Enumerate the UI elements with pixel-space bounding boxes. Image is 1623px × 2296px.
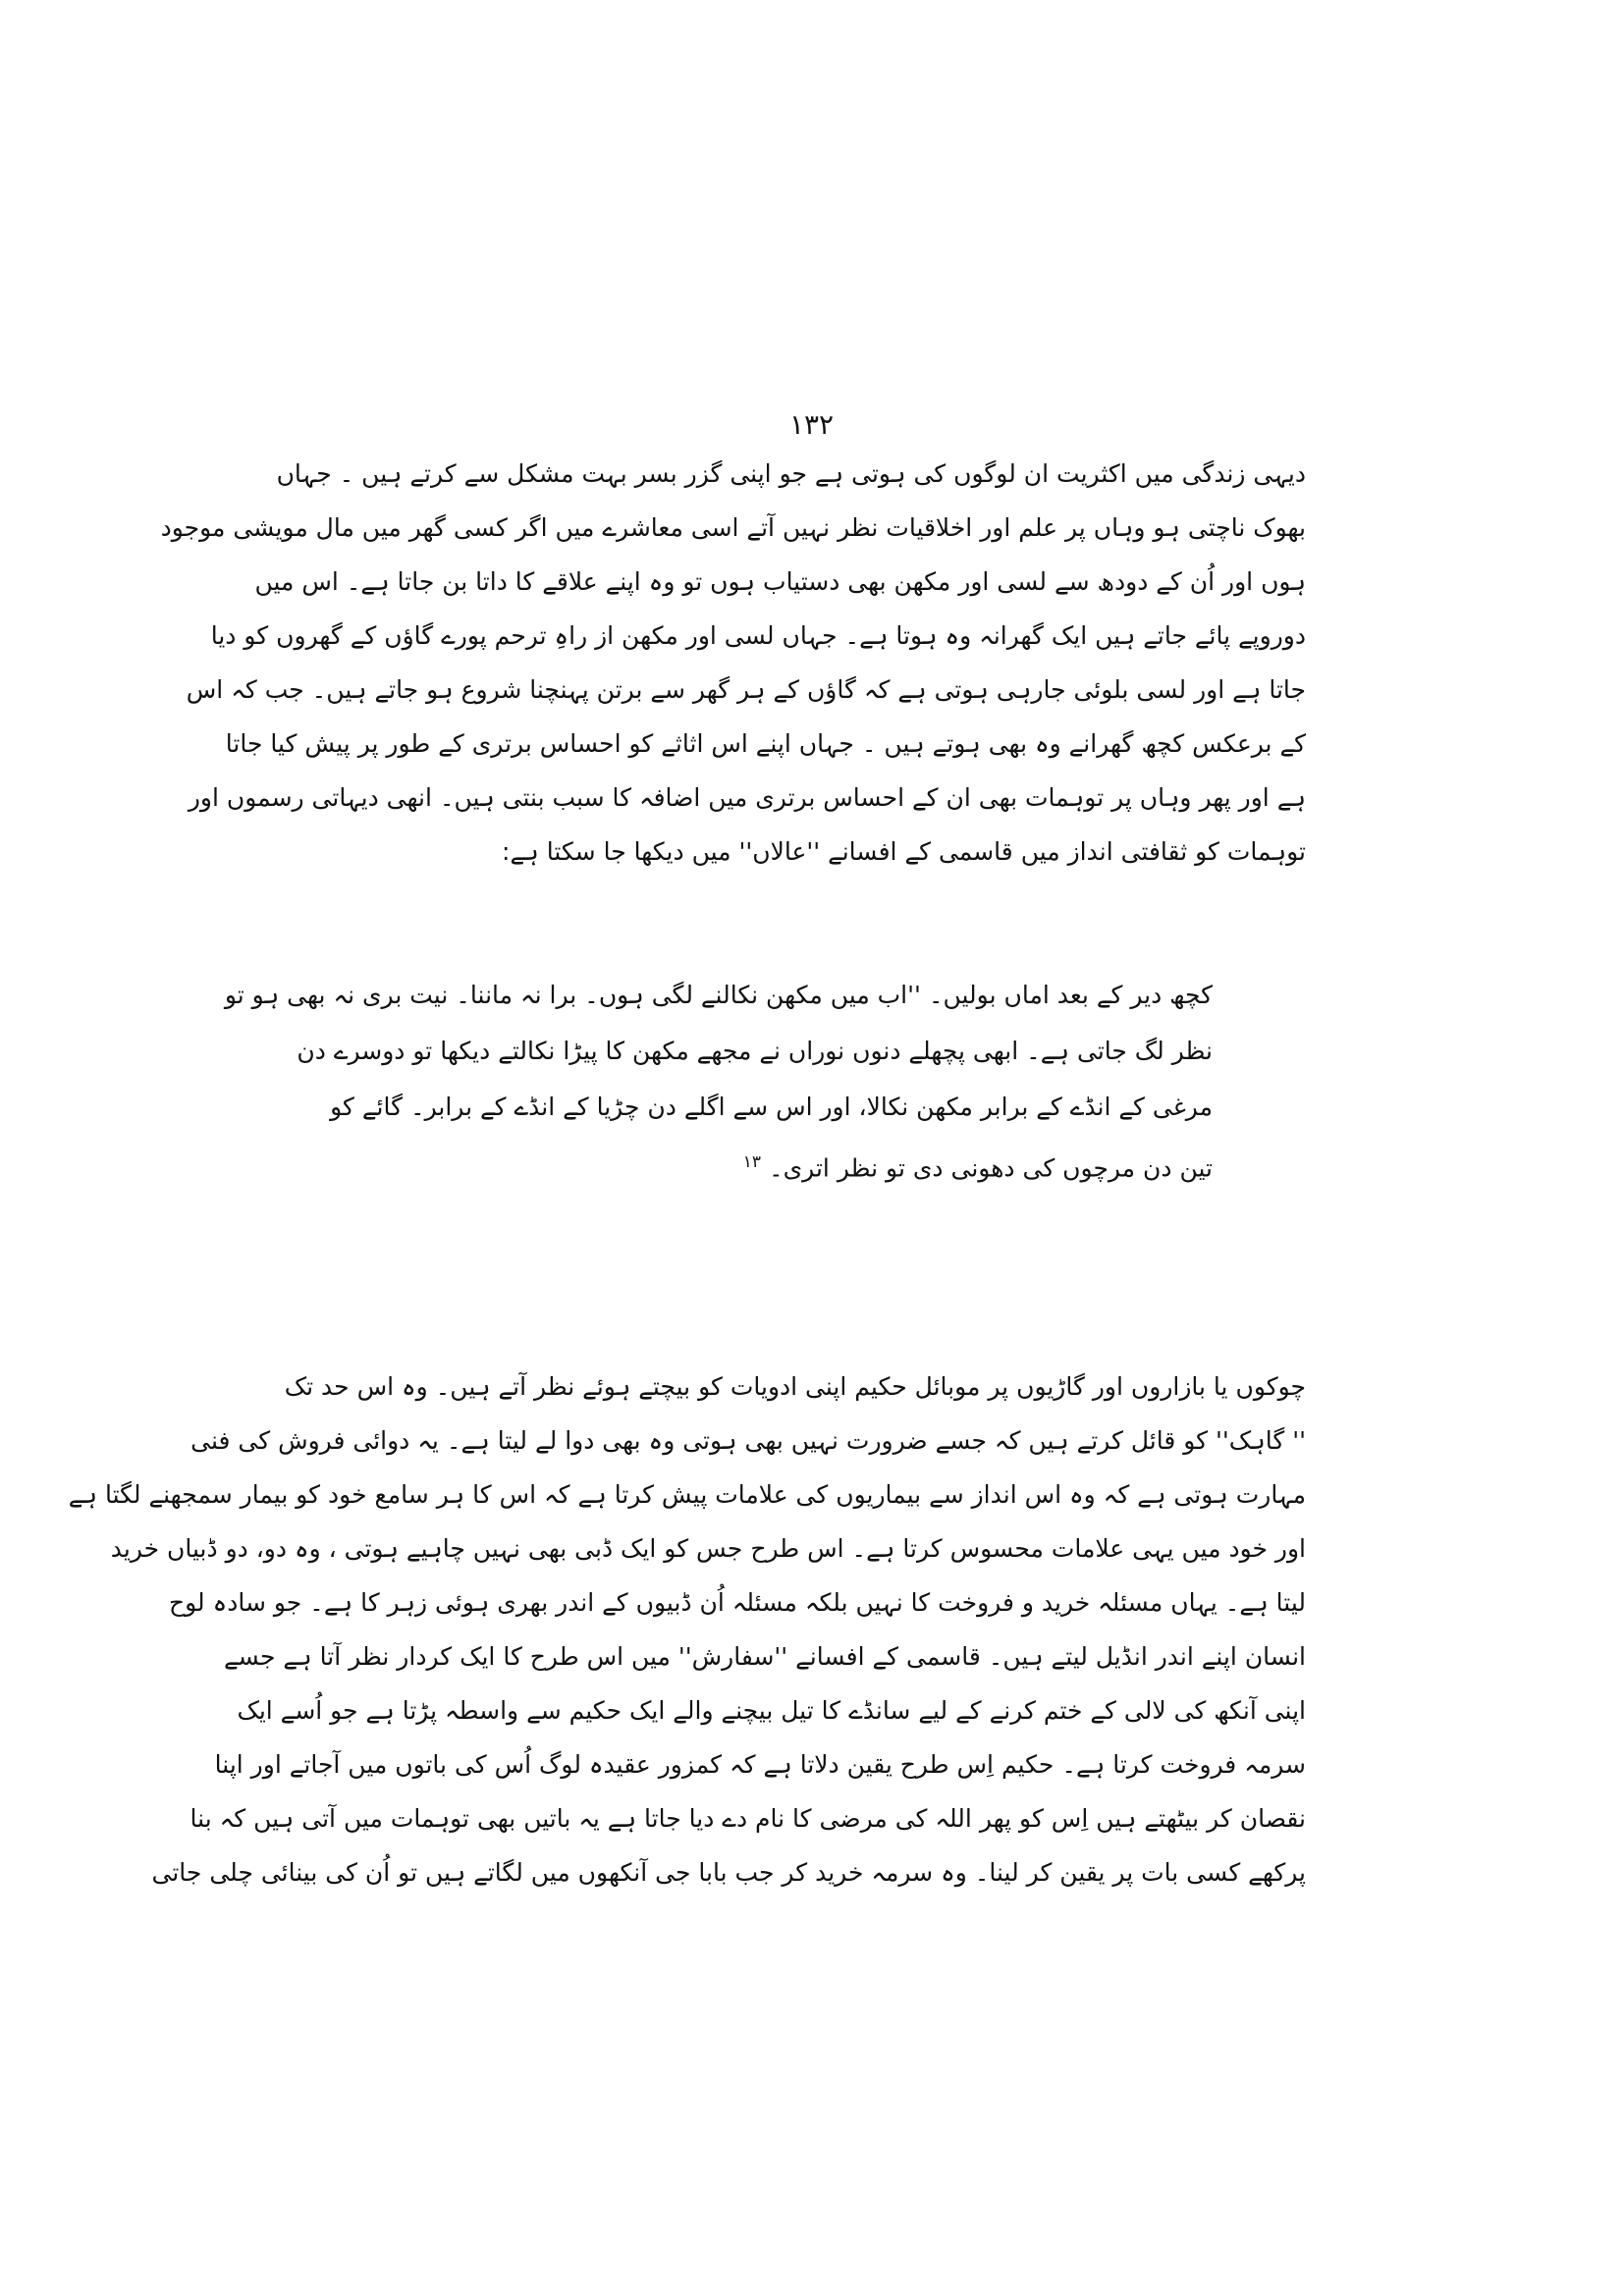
paragraph-line: کے برعکس کچھ گھرانے وہ بھی ہوتے ہیں ۔ جہاں اپنے اس اثاثے کو احساس برتری کے طور پر پیش کیا جاتا: [225, 729, 1306, 758]
paragraph-line: ہوں اور اُن کے دودھ سے لسی اور مکھن بھی دستیاب ہوں تو وہ اپنے علاقے کا داتا بن جاتا ہے۔ اس میں: [254, 567, 1306, 596]
paragraph-line: انسان اپنے اندر انڈیل لیتے ہیں۔ قاسمی کے افسانے ''سفارش'' میں اس طرح کا ایک کردار نظر آتا ہے جسے: [224, 1642, 1306, 1671]
paragraph-line: دوروپے پائے جاتے ہیں ایک گھرانہ وہ ہوتا ہے۔ جہاں لسی اور مکھن از راہِ ترحم پورے گاؤں کے گھروں کو دیا: [210, 621, 1306, 650]
quote-line: کچھ دیر کے بعد اماں بولیں۔ ''اب میں مکھن نکالنے لگی ہوں۔ برا نہ ماننا۔ نیت بری نہ بھی ہو تو: [224, 981, 1213, 1009]
quote-line: نظر لگ جاتی ہے۔ ابھی پچھلے دنوں نوراں نے مجھے مکھن کا پیڑا نکالتے دیکھا تو دوسرے دن: [297, 1037, 1213, 1065]
footnote-marker: ۱۳: [742, 1152, 762, 1172]
block-quote: [224, 967, 1213, 1191]
paragraph-line: بھوک ناچتی ہو وہاں پر علم اور اخلاقیات نظر نہیں آتے اسی معاشرے میں اگر کسی گھر میں مال مویشی موجود: [160, 513, 1306, 542]
paragraph-line: ہے اور پھر وہاں پر توہمات بھی ان کے احساس برتری میں اضافہ کا سبب بنتی ہیں۔ انھی دیہاتی رسموں اور: [188, 783, 1306, 812]
paragraph-1: [160, 447, 1306, 879]
paragraph-line: اپنی آنکھ کی لالی کے ختم کرنے کے لیے سانڈے کا تیل بیچنے والے ایک حکیم سے واسطہ پڑتا ہے جو اُسے ایک: [237, 1696, 1306, 1725]
paragraph-line: دیہی زندگی میں اکثریت ان لوگوں کی ہوتی ہے جو اپنی گزر بسر بہت مشکل سے کرتے ہیں ۔ جہاں: [276, 459, 1306, 488]
paragraph-line: مہارت ہوتی ہے کہ وہ اس انداز سے بیماریوں کی علامات پیش کرتا ہے کہ اس کا ہر سامع خود کو بیمار سمجھنے لگتا ہے: [68, 1480, 1306, 1509]
paragraph-line: '' گاہک'' کو قائل کرتے ہیں کہ جسے ضرورت نہیں بھی ہوتی وہ بھی دوا لے لیتا ہے۔ یہ دوائی فروش کی فنی: [190, 1426, 1306, 1455]
paragraph-line: چوکوں یا بازاروں اور گاڑیوں پر موبائل حکیم اپنی ادویات کو بیچتے ہوئے نظر آتے ہیں۔ وہ اس حد تک: [284, 1372, 1306, 1401]
quote-line: [324, 1135, 1213, 1191]
paragraph-line: لیتا ہے۔ یہاں مسئلہ خرید و فروخت کا نہیں بلکہ مسئلہ اُن ڈبیوں کے اندر بھری ہوئی زہر کا ہے۔ جو سادہ لوح: [168, 1588, 1306, 1617]
paragraph-line: پرکھے کسی بات پر یقین کر لینا۔ وہ سرمہ خرید کر جب بابا جی آنکھوں میں لگاتے ہیں تو اُن کی بینائی چلی جاتی: [151, 1858, 1306, 1887]
paragraph-line: نقصان کر بیٹھتے ہیں اِس کو پھر اللہ کی مرضی کا نام دے دیا جاتا ہے یہ باتیں بھی توہمات میں آتی ہیں کہ بنا: [189, 1804, 1306, 1833]
paragraph-line: اور خود میں یہی علامات محسوس کرتا ہے۔ اس طرح جس کو ایک ڈبی بھی نہیں چاہیے ہوتی ، وہ دو، دو ڈبیاں خرید: [110, 1534, 1306, 1563]
quote-line: مرغی کے انڈے کے برابر مکھن نکالا، اور اس سے اگلے دن چڑیا کے انڈے کے برابر۔ گائے کو: [330, 1093, 1213, 1121]
quote-line-text: تین دن مرچوں کی دھونی دی تو نظر اتری۔: [768, 1153, 1213, 1183]
paragraph-line: توہمات کو ثقافتی انداز میں قاسمی کے افسانے ''عالاں'' میں دیکھا جا سکتا ہے:: [502, 837, 1306, 866]
page-number: ۱۳۲: [788, 408, 835, 441]
paragraph-line: جاتا ہے اور لسی بلوئی جارہی ہوتی ہے کہ گاؤں کے ہر گھر سے برتن پہنچنا شروع ہو جاتے ہیں۔ جب کہ اس: [186, 675, 1306, 704]
paragraph-2: [68, 1360, 1306, 1899]
paragraph-line: سرمہ فروخت کرتا ہے۔ حکیم اِس طرح یقین دلاتا ہے کہ کمزور عقیدہ لوگ اُس کی باتوں میں آجاتے اور اپنا: [214, 1750, 1306, 1779]
